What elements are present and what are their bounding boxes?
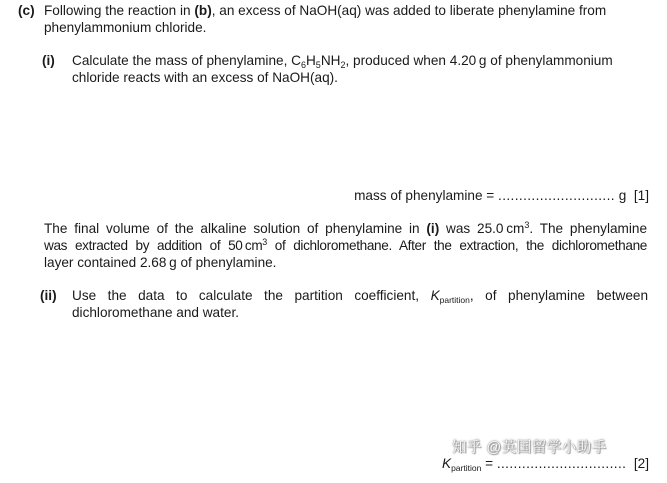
answer-k-ii: K (442, 456, 452, 471)
question-i-text (72, 52, 660, 86)
answer-line-ii (442, 455, 649, 472)
answer-blank-i[interactable]: ............................ (498, 188, 615, 203)
watermark: 知乎 @英国留学小助手 (452, 440, 607, 456)
answer-k-sub-ii: partition (451, 463, 482, 473)
question-ii-text (72, 287, 648, 321)
part-c-text (44, 2, 660, 36)
question-i-label: (i) (42, 53, 55, 68)
question-ii-label: (ii) (40, 288, 57, 303)
info-paragraph (44, 220, 647, 271)
question-i-line2: chloride reacts with an excess of NaOH(aq). (72, 70, 338, 85)
marks-i: [1] (633, 188, 649, 203)
part-c-line2: phenylammonium chloride. (44, 20, 207, 35)
answer-line-i (354, 187, 649, 204)
question-ii-line1: Use the data to calculate the partition coefficient, $K_{partition}$, of phenylamine between (72, 288, 648, 305)
marks-ii: [2] (633, 456, 649, 471)
info-line2: was extracted by addition of 50 $cm^3$ of dichloromethane. After the extraction, the dichloromethane (44, 237, 647, 253)
part-c-label: (c) (18, 3, 35, 18)
question-i-line1: Calculate the mass of phenylamine, $C_6H_5NH_2$, produced when 4.20 g of phenylammonium (72, 53, 613, 70)
answer-unit-i: g (614, 188, 627, 203)
info-line3: layer contained 2.68 g of phenylamine. (44, 255, 277, 270)
answer-blank-ii[interactable]: ............................... (496, 456, 627, 471)
answer-equals-ii: = (481, 456, 497, 471)
answer-label-i: mass of phenylamine = (354, 188, 499, 203)
info-line1: The final volume of the alkaline solution of phenylamine in (i) was 25.0 $cm^3$. The phenylamine (44, 220, 648, 236)
question-ii-line2: dichloromethane and water. (72, 305, 240, 320)
part-c-line1: Following the reaction in (b), an excess of NaOH(aq) was added to liberate phenylamine from (44, 3, 607, 18)
